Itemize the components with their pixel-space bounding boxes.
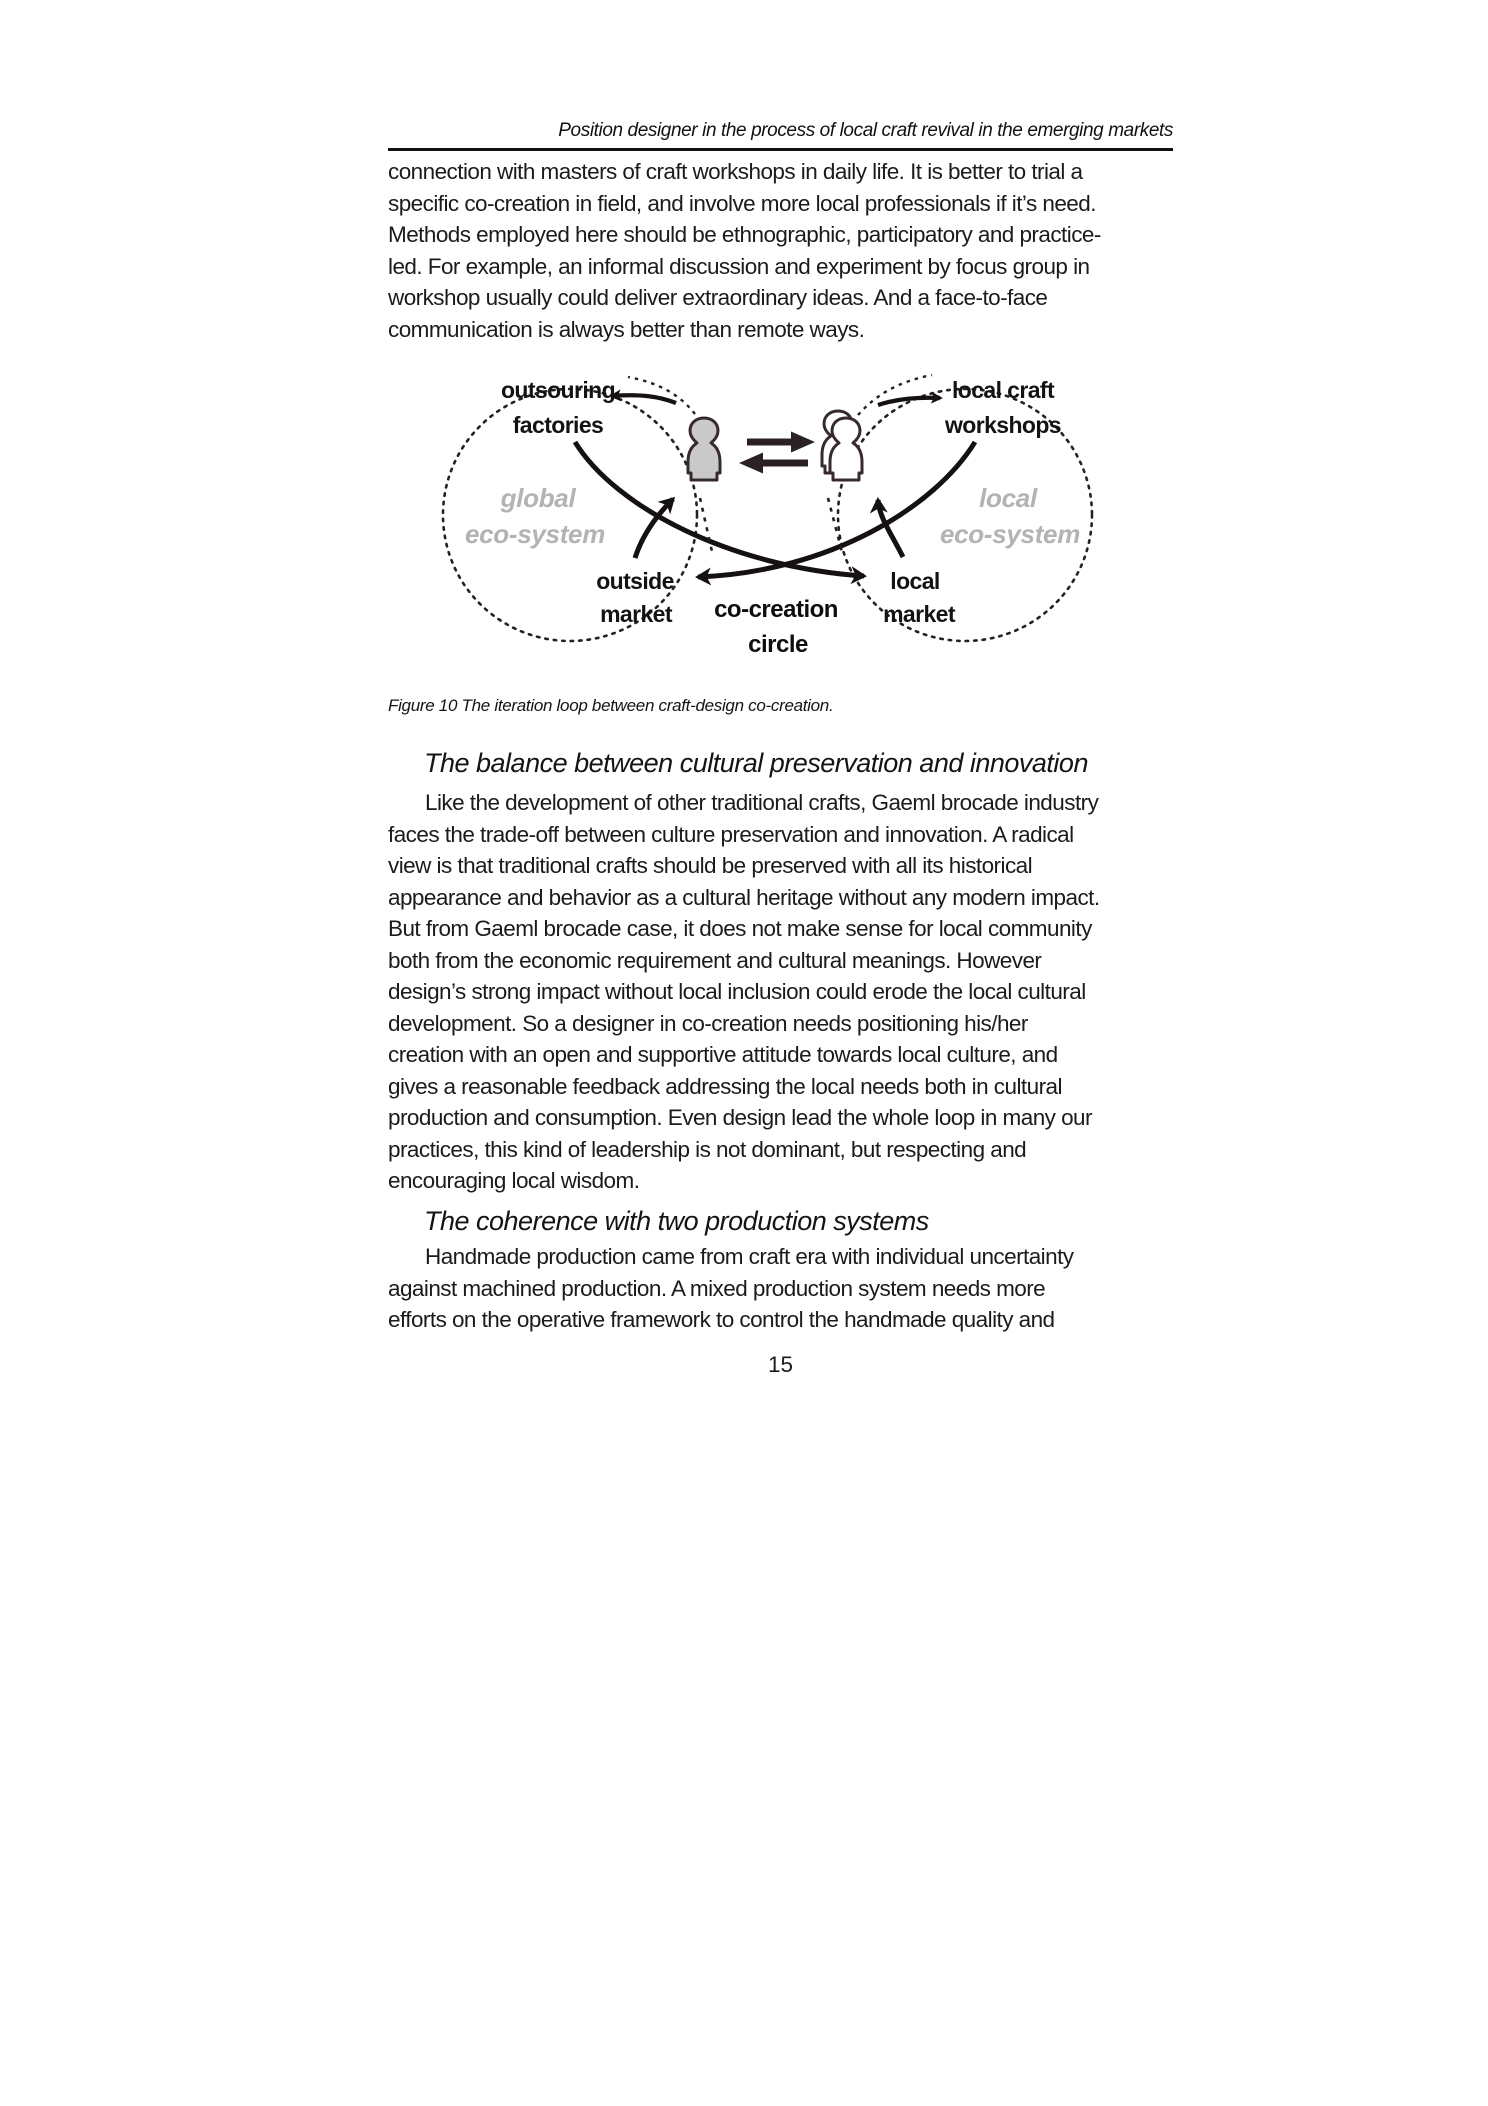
text-line: communication is always better than remote ways. <box>388 316 865 342</box>
text-line: faces the trade-off between culture preservation and innovation. A radical <box>388 821 1074 847</box>
co-creation-loop-svg <box>430 365 1120 665</box>
header-rule <box>388 148 1173 151</box>
text-line: specific co-creation in field, and involve more local professionals if it’s need. <box>388 190 1096 216</box>
text-line: Methods employed here should be ethnographic, participatory and practice- <box>388 222 1101 247</box>
label-local-ecosystem-2: eco-system <box>939 519 1081 549</box>
text-line: creation with an open and supportive attitude towards local culture, and <box>388 1042 1058 1067</box>
text-line: appearance and behavior as a cultural heritage without any modern impact. <box>388 884 1100 910</box>
exchange-right-arrow <box>747 432 815 453</box>
text-line: practices, this kind of leadership is not dominant, but respecting and <box>388 1136 1027 1162</box>
label-local-market-2: market <box>883 601 955 627</box>
label-outsourcing-2: factories <box>512 412 604 438</box>
text-line: both from the economic requirement and cultural meanings. However <box>388 947 1042 973</box>
section-heading-balance: The balance between cultural preservation and innovation <box>424 748 1088 778</box>
text-line: production and consumption. Even design lead the whole loop in many our <box>388 1105 1092 1130</box>
designer-dashed-line <box>700 498 713 556</box>
craftsman-person-front-icon <box>830 418 862 480</box>
running-header: Position designer in the process of local craft revival in the emerging markets <box>558 120 1173 141</box>
text-line: Like the development of other traditional crafts, Gaeml brocade industry <box>425 790 1099 815</box>
label-local-market-1: local <box>890 568 940 594</box>
label-global-ecosystem-2: eco-system <box>464 519 606 549</box>
page-number: 15 <box>767 1352 794 1377</box>
figure-10-diagram <box>430 365 1120 665</box>
text-line: against machined production. A mixed production system needs more <box>388 1275 1046 1301</box>
designer-person-icon <box>688 418 720 480</box>
text-line: workshop usually could deliver extraordinary ideas. And a face-to-face <box>388 285 1048 310</box>
text-line: efforts on the operative framework to control the handmade quality and <box>388 1307 1055 1332</box>
label-workshops-2: workshops <box>944 412 1062 438</box>
label-cocreation-1: co-creation <box>714 596 838 623</box>
text-line: design’s strong impact without local inclusion could erode the local cultural <box>388 979 1086 1004</box>
text-line: Handmade production came from craft era with individual uncertainty <box>425 1244 1074 1269</box>
label-outside-market-2: market <box>600 601 672 627</box>
text-line: led. For example, an informal discussion and experiment by focus group in <box>388 253 1090 279</box>
text-line: But from Gaeml brocade case, it does not make sense for local community <box>388 916 1092 941</box>
paragraph-3 <box>388 1241 1188 1336</box>
paragraph-1 <box>388 156 1188 345</box>
section-heading-coherence: The coherence with two production systems <box>424 1206 929 1236</box>
craftsmen-label-dashed-curve <box>858 375 932 415</box>
paragraph-2 <box>388 787 1188 1197</box>
exchange-left-arrow <box>739 453 808 474</box>
label-local-ecosystem-1: local <box>979 483 1037 513</box>
text-line: view is that traditional crafts should be preserved with all its historical <box>388 853 1033 878</box>
text-line: development. So a designer in co-creation needs positioning his/her <box>388 1010 1028 1036</box>
text-line: connection with masters of craft workshops in daily life. It is better to trial a <box>388 159 1083 184</box>
text-line: encouraging local wisdom. <box>388 1168 640 1193</box>
label-outside-market-1: outside <box>596 568 674 594</box>
label-outsourcing-1: outsouring <box>500 377 616 403</box>
label-global-ecosystem-1: global <box>500 483 576 513</box>
text-line: gives a reasonable feedback addressing the local needs both in cultural <box>388 1073 1062 1099</box>
figure-caption: Figure 10 The iteration loop between craft-design co-creation. <box>388 696 834 715</box>
label-cocreation-2: circle <box>748 631 808 658</box>
label-workshops-1: local craft <box>951 377 1055 403</box>
